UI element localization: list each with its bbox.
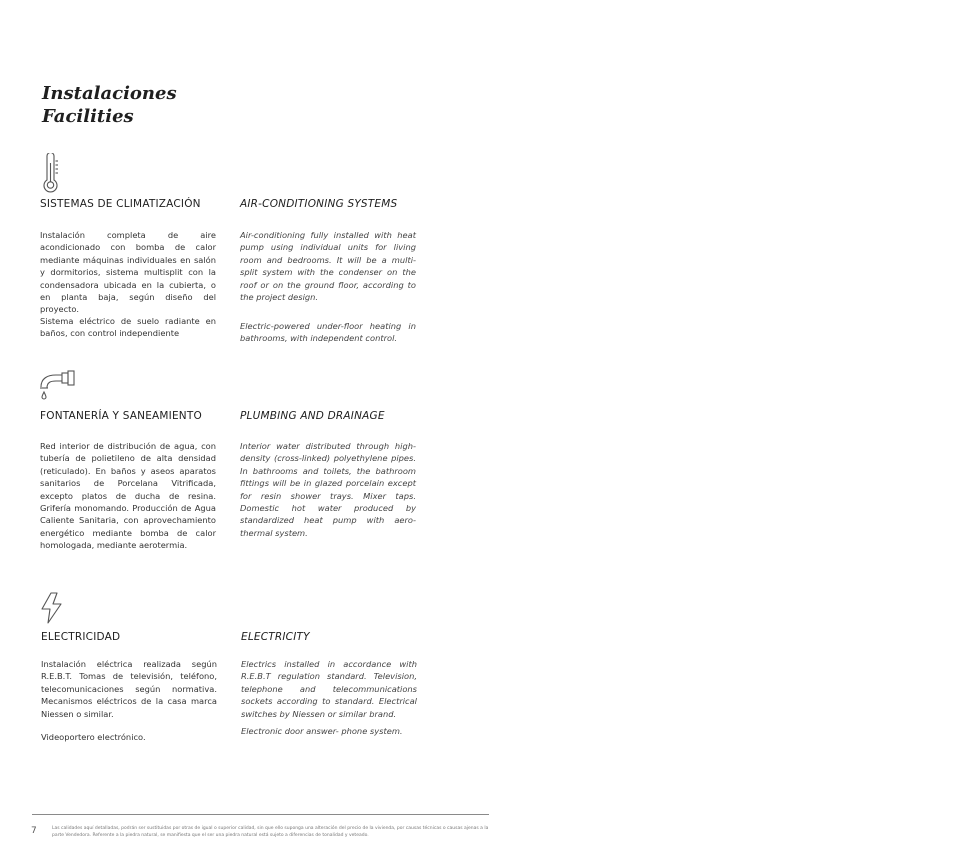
heading-fontaneria-es: FONTANERÍA Y SANEAMIENTO	[40, 410, 202, 422]
paragraph-fontaneria-es: Red interior de distribución de agua, con tubería de polietileno de alta densidad (reticulado). En baños y aseos aparatos sanitarios de Porcelana Vitrificada, excepto platos de ducha de resina. Grifería monomando. Producción de Agua Caliente Sanitaria, con aprovechamiento energético mediante bomba de calor homologada, mediante aerotermia.	[40, 441, 216, 551]
heading-climatizacion-es: SISTEMAS DE CLIMATIZACIÓN	[40, 198, 201, 210]
paragraph-climatizacion-es-1: Instalación completa de aire acondicionado con bomba de calor mediante máquinas individuales en salón y dormitorios, sistema multisplit con la condensadora ubicada en la cubierta, o en planta baja, según diseño del proyecto.	[40, 230, 216, 315]
page-number: 7	[31, 826, 37, 836]
lightning-icon	[40, 591, 64, 625]
paragraph-electricidad-es-2: Videoportero electrónico.	[41, 732, 146, 742]
page-title	[42, 82, 177, 128]
heading-electricidad-es: ELECTRICIDAD	[41, 631, 121, 643]
paragraph-electricidad-en-1: Electrics installed in accordance with R.E.B.T regulation standard. Television, telephone and telecommunications sockets according to standard. Electrical switches by Niessen or similar brand.	[241, 659, 417, 719]
paragraph-climatizacion-en-1: Air-conditioning fully installed with heat pump using individual units for living room and bedrooms. It will be a multi-split system with the condenser on the roof or on the ground floor, according to the project design.	[240, 230, 416, 303]
thermometer-icon	[40, 153, 62, 193]
paragraph-climatizacion-en-2: Electric-powered under-floor heating in bathrooms, with independent control.	[240, 321, 416, 344]
paragraph-climatizacion-es-2: Sistema eléctrico de suelo radiante en baños, con control independiente	[40, 316, 216, 339]
heading-fontaneria-en: PLUMBING AND DRAINAGE	[240, 410, 385, 422]
title-spanish: Instalaciones	[42, 83, 177, 104]
footer-divider	[32, 814, 489, 815]
footer-disclaimer: Las calidades aquí detalladas, podrán ser sustituidas por otras de igual o superior calidad, sin que ello suponga una alteración del precio de la vivienda, por causas técnicas o causas ajenas a la parte Vendedora. Referente a la piedra natural, se manifiesta que el ser una piedra natural está sujeto a diferencias de tonalidad y veteado.	[52, 826, 489, 838]
heading-electricidad-en: ELECTRICITY	[241, 631, 310, 643]
heading-climatizacion-en: AIR-CONDITIONING SYSTEMS	[240, 198, 398, 210]
paragraph-fontaneria-en: Interior water distributed through high-density (cross-linked) polyethylene pipes. In bathrooms and toilets, the bathroom fittings will be in glazed porcelain except for resin shower trays. Mixer taps. Domestic hot water produced by standardized heat pump with aero-thermal system.	[240, 441, 416, 538]
faucet-icon	[38, 370, 78, 402]
title-english: Facilities	[42, 106, 134, 127]
paragraph-electricidad-en-2: Electronic door answer- phone system.	[241, 726, 403, 736]
paragraph-electricidad-es-1: Instalación eléctrica realizada según R.E.B.T. Tomas de televisión, teléfono, telecomunicaciones según normativa. Mecanismos eléctricos de la casa marca Niessen o similar.	[41, 659, 217, 719]
